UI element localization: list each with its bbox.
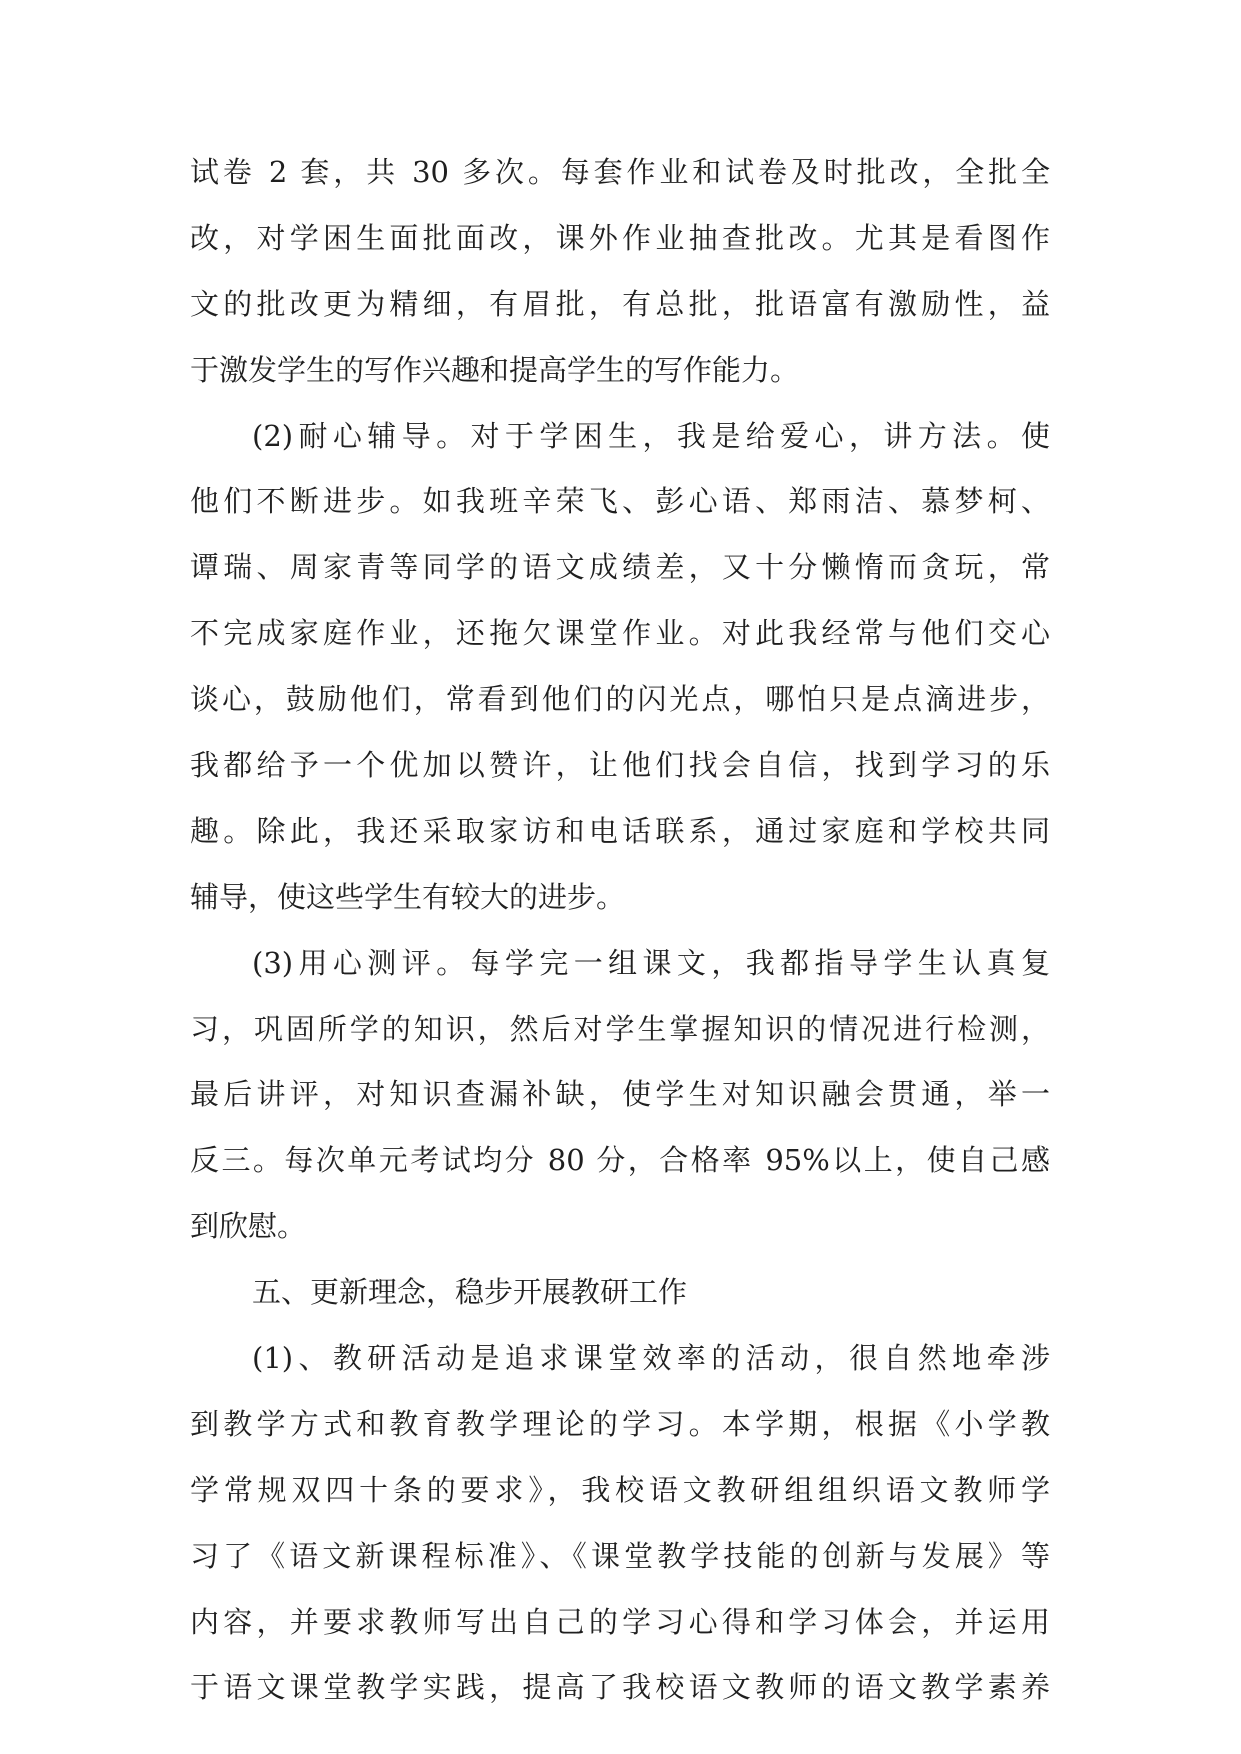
text-line: 谭瑞、周家青等同学的语文成绩差，又十分懒惰而贪玩，常 [190, 550, 1050, 585]
text-line: 最后讲评，对知识查漏补缺，使学生对知识融会贯通，举一 [190, 1077, 1050, 1112]
body-text [190, 152, 1050, 1733]
text-line: 于语文课堂教学实践，提高了我校语文教师的语文教学素养 [190, 1670, 1050, 1705]
text-line: 谈心，鼓励他们，常看到他们的闪光点，哪怕只是点滴进步， [190, 682, 1050, 717]
text-line: 辅导，使这些学生有较大的进步。 [190, 879, 626, 914]
text-line: 内容，并要求教师写出自己的学习心得和学习体会，并运用 [190, 1604, 1050, 1639]
text-line: 他们不断进步。如我班辛荣飞、彭心语、郑雨洁、慕梦柯、 [190, 484, 1050, 519]
text-line: (2)耐心辅导。对于学困生，我是给爱心，讲方法。使 [252, 418, 1050, 453]
text-line: 习，巩固所学的知识，然后对学生掌握知识的情况进行检测， [190, 1011, 1050, 1046]
section-heading: 五、更新理念，稳步开展教研工作 [252, 1275, 688, 1310]
text-line: 反三。每次单元考试均分 80 分，合格率 95%以上，使自己感 [190, 1143, 1050, 1178]
text-line: 习了《语文新课程标准》、《课堂教学技能的创新与发展》等 [190, 1538, 1050, 1573]
text-line: 文的批改更为精细，有眉批，有总批，批语富有激励性，益 [190, 286, 1050, 321]
text-line: 到教学方式和教育教学理论的学习。本学期，根据《小学教 [190, 1406, 1050, 1441]
text-line: 不完成家庭作业，还拖欠课堂作业。对此我经常与他们交心 [190, 616, 1050, 651]
text-line: 于激发学生的写作兴趣和提高学生的写作能力。 [190, 352, 800, 387]
text-line: (1)、教研活动是追求课堂效率的活动，很自然地牵涉 [252, 1341, 1050, 1376]
text-line: 改，对学困生面批面改，课外作业抽查批改。尤其是看图作 [190, 220, 1050, 255]
text-line: 学常规双四十条的要求》，我校语文教研组组织语文教师学 [190, 1472, 1050, 1507]
text-line: 试卷 2 套，共 30 多次。每套作业和试卷及时批改，全批全 [190, 155, 1050, 189]
text-line: 到欣慰。 [190, 1209, 307, 1244]
text-line: 我都给予一个优加以赞许，让他们找会自信，找到学习的乐 [190, 748, 1050, 783]
text-line: (3)用心测评。每学完一组课文，我都指导学生认真复 [252, 945, 1050, 980]
text-line: 趣。除此，我还采取家访和电话联系，通过家庭和学校共同 [190, 813, 1050, 848]
